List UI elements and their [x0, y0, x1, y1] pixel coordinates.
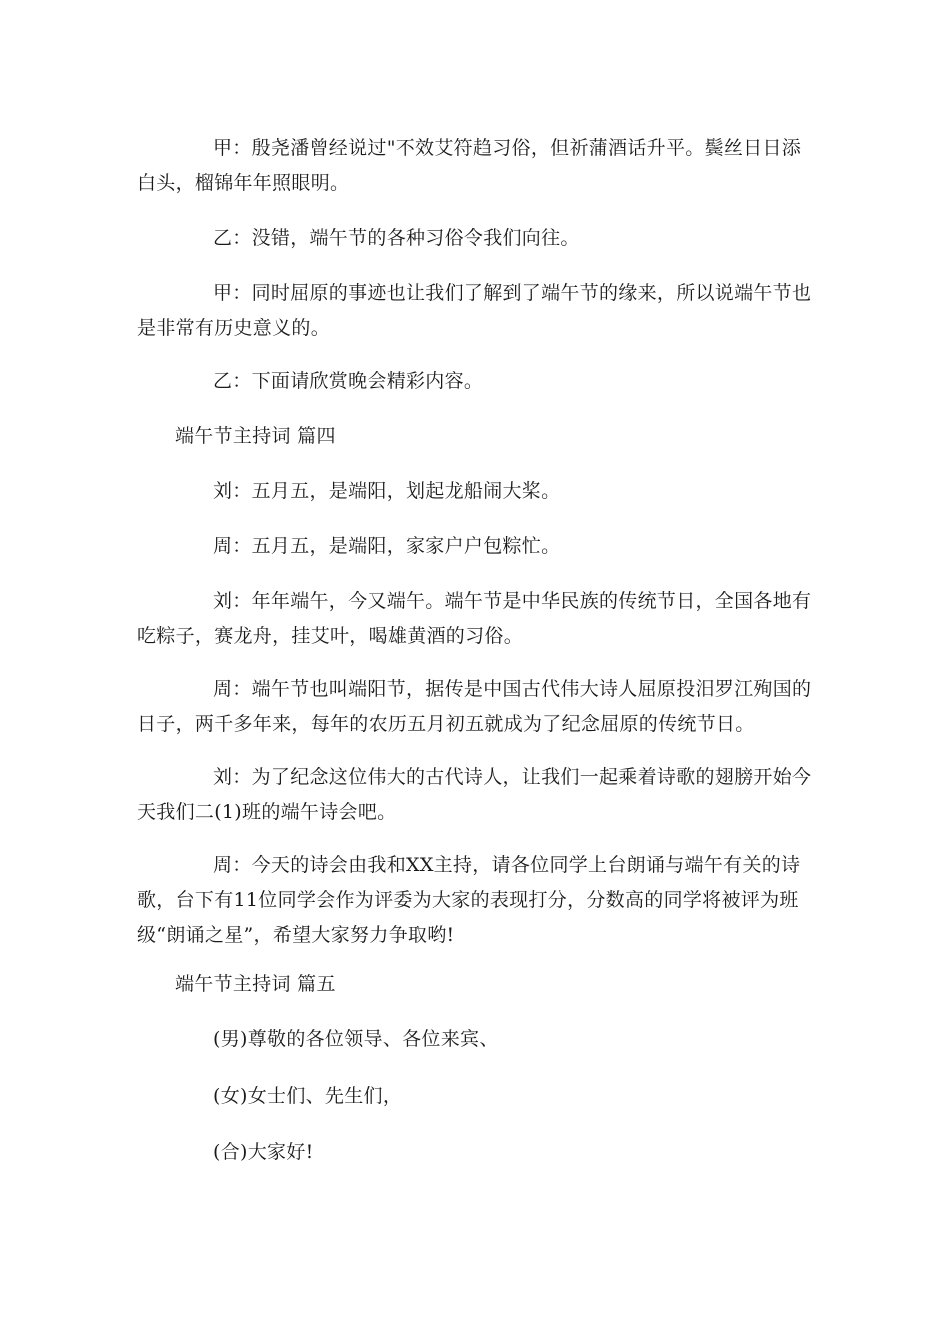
paragraph-zhou-3: 周：今天的诗会由我和XX主持，请各位同学上台朗诵与端午有关的诗歌，台下有11位同学会作为评委为大家的表现打分，分数高的同学将被评为班级“朗诵之星”，希望大家努力争取哟!: [137, 854, 801, 946]
paragraph-liu-3: 刘：为了纪念这位伟大的古代诗人，让我们一起乘着诗歌的翅膀开始今天我们二(1)班的端午诗会吧。: [137, 766, 812, 823]
paragraph-zhou-2: 周：端午节也叫端阳节，据传是中国古代伟大诗人屈原投汨罗江殉国的日子，两千多年来，每年的农历五月初五就成为了纪念屈原的传统节日。: [137, 678, 812, 735]
paragraph-liu-1: 刘：五月五，是端阳，划起龙船闹大桨。: [213, 480, 561, 502]
section-heading-4: 端午节主持词 篇四: [175, 425, 336, 447]
paragraph-male: (男)尊敬的各位领导、各位来宾、: [213, 1028, 499, 1050]
paragraph-jia-2: 甲：同时屈原的事迹也让我们了解到了端午节的缘来，所以说端午节也是非常有历史意义的。: [137, 282, 812, 339]
paragraph-together: (合)大家好!: [213, 1141, 314, 1163]
paragraph-yi-1: 乙：没错，端午节的各种习俗令我们向往。: [213, 227, 580, 249]
paragraph-jia-1: 甲：殷尧潘曾经说过"不效艾符趋习俗，但祈蒲酒话升平。鬓丝日日添白头，榴锦年年照眼明。: [137, 137, 802, 194]
paragraph-zhou-1: 周：五月五，是端阳，家家户户包粽忙。: [213, 535, 561, 557]
section-heading-5: 端午节主持词 篇五: [175, 973, 336, 995]
paragraph-yi-2: 乙：下面请欣赏晚会精彩内容。: [213, 370, 484, 392]
paragraph-liu-2: 刘：年年端午，今又端午。端午节是中华民族的传统节日，全国各地有吃粽子，赛龙舟，挂艾叶，喝雄黄酒的习俗。: [137, 590, 812, 647]
paragraph-female: (女)女士们、先生们，: [213, 1085, 403, 1107]
